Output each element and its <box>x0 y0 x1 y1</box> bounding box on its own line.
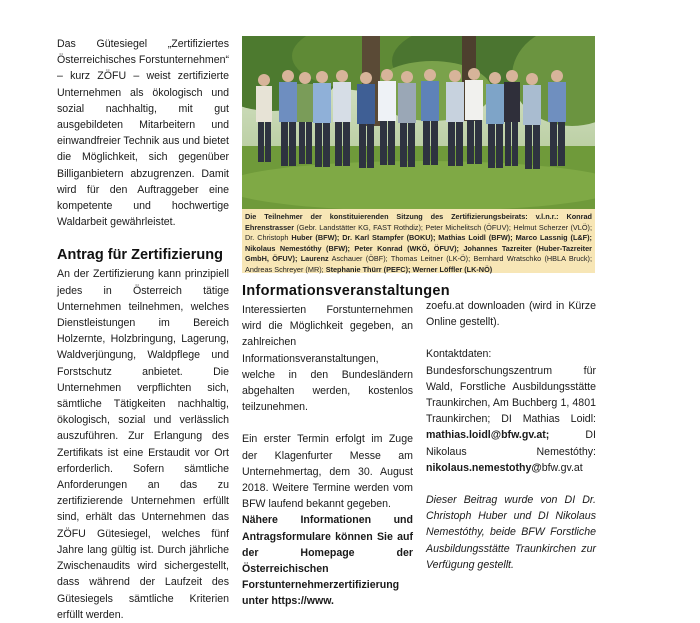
heading-informationsveranstaltungen: Informationsveranstaltungen <box>242 283 450 299</box>
caption-lead: Die Teilnehmer der konstituierenden Sitzung des Zertifizierungsbeirats: v.l.n.r.: Konrad Ehrenstrasser <box>245 212 592 232</box>
antrag-paragraph: An der Zertifizierung kann prinzipiell jedes in Österreich tätige Unternehmen teilnehmen, welches Dienstleistungen im Bereich Holzernte, Holzbringung, Lagerung, Waldverjüngung, Waldpflege und Forstschutz anbietet. Die Unternehmen verpflichten sich, sämtliche Tätigkeiten nachhaltig, ökologisch, sozial und verlässlich auszuführen. Zur Erlangung des Zertifikats ist eine Erstaudit vor Ort erforderlich. Sofern sämtliche Anforderungen an das zu zertifizierende Unternehmen erfüllt sind, erhält das Unternehmen das ZÖFU Gütesiegel, welches fünf Jahre lang gültig ist. Durch jährliche Zwischenaudits wird sichergestellt, dass während der Laufzeit des Gütesiegels sämtliche Kriterien erfüllt werden. <box>57 268 229 621</box>
caption-part-3: Aschauer (ÖBF); Thomas Leitner (LK-Ö); Bernhard Wratschko (HBLA Bruck); Andreas Schreyer (MR); <box>245 254 593 274</box>
caption-part-4: Stephanie Thürr (PEFC); Werner Löffler (LK-NÖ) <box>323 264 493 274</box>
download-paragraph: zoefu.at downloaden (wird in Kürze Online gestellt). <box>426 300 596 329</box>
contact-mid: DI Nikolaus Nemestóthy: <box>426 429 596 458</box>
group-photo <box>242 36 595 209</box>
photo-caption <box>245 212 592 275</box>
email-loidl: mathias.loidl@bfw.gv.at; <box>426 429 550 442</box>
info-paragraph-3: Nähere Informationen und Antragsformulare können Sie auf der Homepage der Österreichischen Forstunternehmerzertifizierung unter https://www. <box>242 514 413 608</box>
email-nemestothy-domain: bfw.gv.at <box>541 461 583 474</box>
caption-part-2: Huber (BFW); Dr. Karl Stampfer (BOKU); Mathias Loidl (BFW); Marco Lassnig (L&F); Nikolaus Nemestóthy (BFW); Peter Konrad (WKÖ, ÖFUV); Johannes Tazreiter (Huber-Tazreiter GmbH, ÖFUV); Laurenz <box>245 233 592 263</box>
heading-antrag: Antrag für Zertifizierung <box>57 247 223 264</box>
caption-part-1: (Gebr. Landstätter KG, FAST Rothdiz); Peter Michelitsch (ÖFUV); Helmut Scherzer (VLÖ); Dr. Christoph <box>245 222 592 242</box>
email-nemestothy: nikolaus.nemestothy@ <box>426 461 542 474</box>
photo-figure <box>242 36 595 273</box>
contact-paragraph <box>426 346 596 476</box>
credit-paragraph: Dieser Beitrag wurde von DI Dr. Christoph Huber und DI Nikolaus Nemestóthy, beide BFW Forstliche Ausbildungsstätte Traunkirchen zur Verfügung gestellt. <box>426 494 596 571</box>
info-paragraph-1: Interessierten Forstunternehmen wird die Möglichkeit gegeben, an zahlreichen Informationsveranstaltungen, welche in den Bundesländern abgehalten werden, kostenlos teilzunehmen. <box>242 304 413 414</box>
middle-column <box>242 282 450 610</box>
intro-paragraph: Das Gütesiegel „Zertifiziertes Österreichisches Forstunternehmen“ – kurz ZÖFU – weist zertifizierte Unternehmen als ökologisch und sozial nachhaltig, mit gut ausgebildeten Mitarbeitern und einwandfreier Technik aus und bietet die Möglichkeit, sich gegenüber Billiganbietern abzugrenzen. Damit wird für den Auftraggeber eine kompetente und hochwertige Waldarbeit gewährleistet. <box>57 38 229 229</box>
info-paragraph-2: Ein erster Termin erfolgt im Zuge der Klagenfurter Messe am Unternehmertag, dem 30. August 2018. Weitere Termine werden vom BFW laufend bekannt gegeben. <box>242 433 413 511</box>
right-column <box>426 298 596 573</box>
contact-text: Kontaktdaten: Bundesforschungszentrum für Wald, Forstliche Ausbildungsstätte Traunkirchen, Am Buchberg 1, 4801 Traunkirchen; DI Mathias Loidl: <box>426 348 596 426</box>
left-column <box>57 36 229 623</box>
